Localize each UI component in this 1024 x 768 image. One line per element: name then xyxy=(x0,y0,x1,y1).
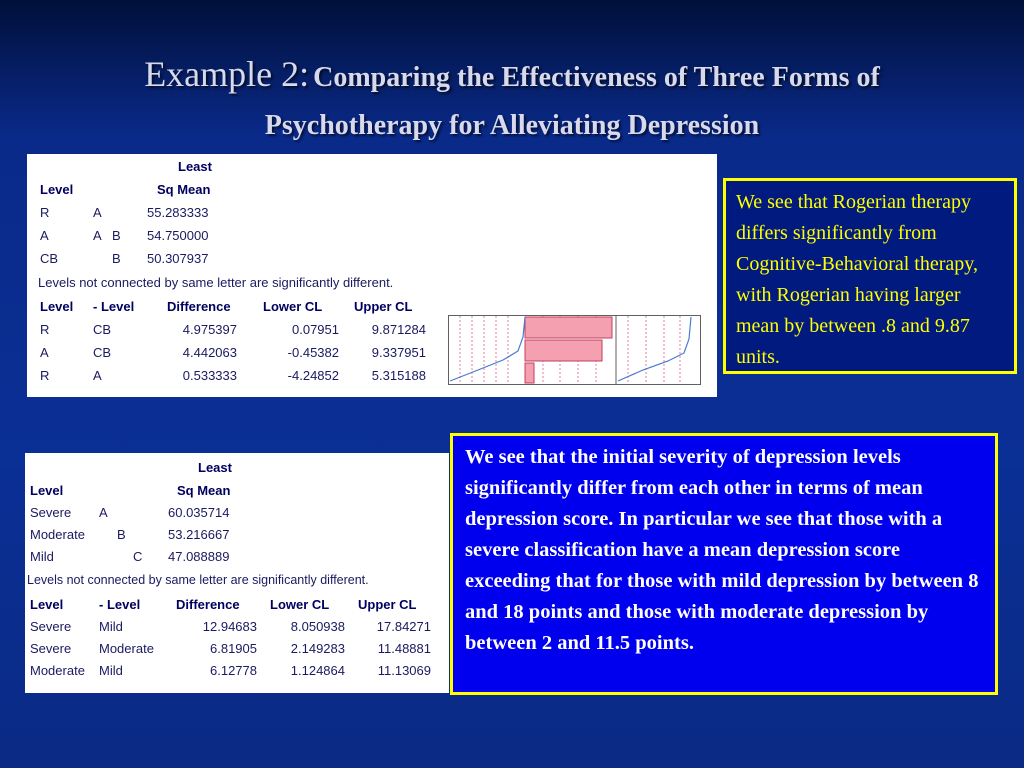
table2-header-level: Level xyxy=(30,483,64,498)
table1-row-level: CB xyxy=(40,251,59,266)
table1-row-mean: 55.283333 xyxy=(147,205,209,220)
table1-diff-upper: 5.315188 xyxy=(371,368,426,383)
table1-row-mean: 54.750000 xyxy=(147,228,209,243)
table2-diff-header-level: Level xyxy=(30,597,64,612)
table2-diff-difference: 6.81905 xyxy=(210,641,257,656)
table1-diff-header-upper: Upper CL xyxy=(354,299,413,314)
table1-diff-header-level: Level xyxy=(40,299,74,314)
table2-row-level: Moderate xyxy=(30,527,85,542)
table2-diff-minus: Mild xyxy=(99,663,123,678)
table1-diff-upper: 9.871284 xyxy=(371,322,426,337)
table2-note: Levels not connected by same letter are significantly different. xyxy=(27,573,369,587)
table1-row-letter: B xyxy=(112,251,121,266)
table1-diff-lower: -4.24852 xyxy=(287,368,339,383)
table2-diff-upper: 11.48881 xyxy=(377,641,431,656)
table1-diff-minus: CB xyxy=(93,322,112,337)
table1-diff-lower: 0.07951 xyxy=(292,322,339,337)
table2-diff-header-upper: Upper CL xyxy=(358,597,417,612)
table2-diff-level: Moderate xyxy=(30,663,85,678)
table1-diff-minus: CB xyxy=(93,345,112,360)
table2-diff-lower: 2.149283 xyxy=(290,641,345,656)
table1-row-mean: 50.307937 xyxy=(147,251,209,266)
table2-diff-header-minus-level: - Level xyxy=(99,597,141,612)
table2-row-level: Severe xyxy=(30,505,72,520)
table1-diff-difference: 0.533333 xyxy=(182,368,237,383)
table1-row-letter: B xyxy=(112,228,121,243)
table1-diff-difference: 4.442063 xyxy=(182,345,237,360)
table2-diff-level: Severe xyxy=(30,619,72,634)
table2-diff-minus: Moderate xyxy=(99,641,154,656)
table2-row-level: Mild xyxy=(30,549,54,564)
title-subline-1: Comparing the Effectiveness of Three Forms of xyxy=(313,62,880,93)
table1-header-sqmean: Sq Mean xyxy=(157,182,211,197)
table2-diff-upper: 11.13069 xyxy=(377,663,431,678)
table1-note: Levels not connected by same letter are significantly different. xyxy=(38,275,394,290)
table2-diff-header-lower: Lower CL xyxy=(270,597,330,612)
title-subline-2: Psychotherapy for Alleviating Depression xyxy=(264,110,760,141)
table1-row-letter: A xyxy=(93,205,102,220)
table1-diff-level: R xyxy=(40,322,50,337)
table2-diff-minus: Mild xyxy=(99,619,123,634)
table2-row-letter: C xyxy=(133,549,143,564)
table2-row-mean: 47.088889 xyxy=(168,549,230,564)
table1-diff-upper: 9.337951 xyxy=(371,345,426,360)
title-lead: Example 2: xyxy=(144,54,310,94)
table2-diff-header-difference: Difference xyxy=(176,597,240,612)
callout-severity: We see that the initial severity of depression levels significantly differ from each other in terms of mean depression score. In particular we see that those with a severe classification have a mean depression score exceeding that for those with mild depression by between 8 and 18 points and those with moderate depression by between 2 and 11.5 points. xyxy=(450,433,998,695)
table1-row-letter: A xyxy=(93,228,102,243)
difference-bar xyxy=(525,317,612,338)
table2-row-letter: A xyxy=(99,505,108,520)
table2-diff-level: Severe xyxy=(30,641,72,656)
table2-row-mean: 53.216667 xyxy=(168,527,230,542)
table2-row-letter: B xyxy=(117,527,126,542)
table1-diff-level: R xyxy=(40,368,50,383)
table2-diff-difference: 6.12778 xyxy=(210,663,257,678)
table2-diff-lower: 8.050938 xyxy=(290,619,345,634)
table1-diff-lower: -0.45382 xyxy=(287,345,339,360)
table1-header-least: Least xyxy=(178,159,212,174)
table1-diff-header-lower: Lower CL xyxy=(263,299,323,314)
table1-header-level: Level xyxy=(40,182,74,197)
table1-row-level: R xyxy=(40,205,50,220)
table1-diff-header-difference: Difference xyxy=(167,299,231,314)
table2-header-least: Least xyxy=(198,460,232,475)
callout-rogerian: We see that Rogerian therapy differs significantly from Cognitive-Behavioral therapy, with Rogerian having larger mean by between .8 and 9.87 units. xyxy=(723,178,1017,374)
difference-plot xyxy=(448,315,701,385)
slide-title xyxy=(0,52,1024,148)
table1-diff-minus: A xyxy=(93,368,102,383)
difference-bar xyxy=(525,363,534,383)
table2-diff-difference: 12.94683 xyxy=(202,619,257,634)
table2-diff-upper: 17.84271 xyxy=(376,619,431,634)
table2-diff-lower: 1.124864 xyxy=(290,663,345,678)
table1-diff-header-minus-level: - Level xyxy=(93,299,135,314)
table1-diff-difference: 4.975397 xyxy=(182,322,237,337)
table2-header-sqmean: Sq Mean xyxy=(177,483,231,498)
table2-panel xyxy=(25,453,449,693)
table2-row-mean: 60.035714 xyxy=(168,505,230,520)
table1-diff-level: A xyxy=(40,345,49,360)
table1-row-level: A xyxy=(40,228,49,243)
difference-bar xyxy=(525,340,602,361)
table1-panel xyxy=(27,154,717,397)
